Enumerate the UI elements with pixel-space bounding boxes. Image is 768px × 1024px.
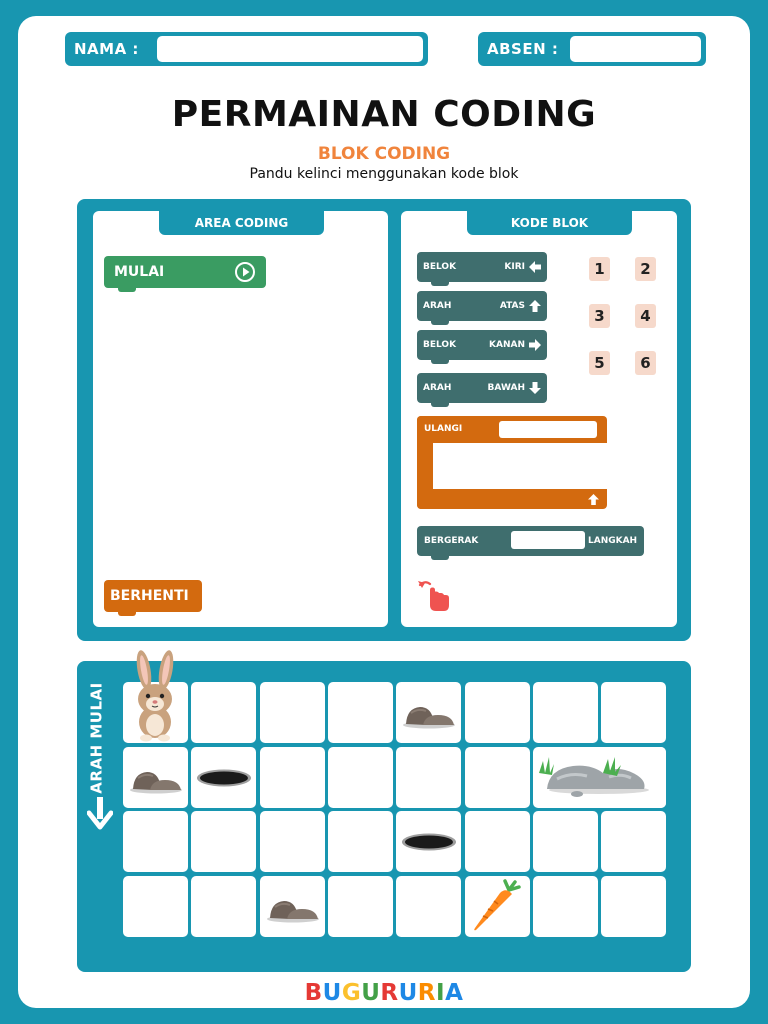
direction-down-text: ARAH <box>423 383 452 393</box>
name-field-box <box>65 32 428 66</box>
rocks-icon <box>123 747 188 808</box>
turn-left-dir: KIRI <box>504 262 525 272</box>
logo-letter: U <box>361 980 381 1006</box>
hand-pointer-icon <box>417 579 453 613</box>
number-tile-4: 4 <box>635 304 656 328</box>
start-block[interactable] <box>104 256 266 288</box>
start-block-label: MULAI <box>114 264 165 280</box>
logo-letter: A <box>445 980 464 1006</box>
grid-cell <box>123 811 188 872</box>
grid-cell <box>396 747 461 808</box>
stop-block[interactable] <box>104 580 202 612</box>
hole-icon <box>396 811 461 872</box>
absen-field-box <box>478 32 706 66</box>
logo-letter: I <box>436 980 446 1006</box>
grid-cell <box>396 876 461 937</box>
repeat-block[interactable] <box>417 416 607 509</box>
turn-left-text: BELOK <box>423 262 457 272</box>
play-icon <box>234 261 256 283</box>
grid-cell <box>328 747 393 808</box>
arrow-left-icon <box>529 261 541 273</box>
steps-label: LANGKAH <box>588 536 638 546</box>
start-direction-label: ARAH MULAI <box>88 682 106 794</box>
grid-cell <box>533 682 598 743</box>
code-blocks-card <box>401 211 677 627</box>
page-title: PERMAINAN CODING <box>171 94 597 135</box>
rabbit-icon <box>123 648 188 743</box>
grid-cell <box>465 747 530 808</box>
rocks-icon <box>396 682 461 743</box>
grid-cell <box>191 682 256 743</box>
coding-area-card <box>93 211 388 627</box>
arrow-up-icon <box>588 494 599 505</box>
page-subtitle: BLOK CODING <box>317 144 451 164</box>
grid-cell <box>601 811 666 872</box>
grid-cell <box>465 682 530 743</box>
logo-letter: G <box>341 980 362 1006</box>
repeat-count-input[interactable] <box>499 421 597 438</box>
buguruia-logo <box>0 980 768 1006</box>
logo-letter: U <box>322 980 342 1006</box>
name-label: NAMA : <box>74 40 139 58</box>
direction-up-dir: ATAS <box>499 301 525 311</box>
page-description: Pandu kelinci menggunakan kode blok <box>249 166 519 182</box>
logo-letter: U <box>398 980 418 1006</box>
steps-input[interactable] <box>511 531 585 549</box>
absen-label: ABSEN : <box>487 40 559 58</box>
direction-up-text: ARAH <box>423 301 452 311</box>
repeat-label: ULANGI <box>424 424 463 434</box>
grid-cell <box>260 747 325 808</box>
grid-cell <box>260 811 325 872</box>
grid-cell <box>328 682 393 743</box>
grid-cell <box>601 682 666 743</box>
stop-block-label: BERHENTI <box>110 588 189 604</box>
arrow-down-icon <box>529 382 541 394</box>
grid-cell <box>533 811 598 872</box>
move-block[interactable] <box>417 526 644 556</box>
name-input[interactable] <box>157 36 423 62</box>
hole-icon <box>191 747 256 808</box>
absen-input[interactable] <box>570 36 701 62</box>
rocks-icon <box>260 876 325 937</box>
coding-area-tab: AREA CODING <box>159 211 324 235</box>
code-blocks-tab: KODE BLOK <box>467 211 632 235</box>
turn-left-block[interactable] <box>417 252 547 282</box>
number-tile-2: 2 <box>635 257 656 281</box>
big-rock-icon <box>533 747 666 808</box>
carrot-icon <box>465 876 530 937</box>
grid-cell <box>328 811 393 872</box>
move-label: BERGERAK <box>424 536 479 546</box>
logo-letter: R <box>380 980 399 1006</box>
number-tile-6: 6 <box>635 351 656 375</box>
grid-cell <box>601 876 666 937</box>
grid-cell <box>191 876 256 937</box>
number-tile-5: 5 <box>589 351 610 375</box>
grid-cell <box>328 876 393 937</box>
coding-panel <box>77 199 691 641</box>
number-tile-1: 1 <box>589 257 610 281</box>
number-tile-3: 3 <box>589 304 610 328</box>
grid-cell <box>123 876 188 937</box>
direction-down-block[interactable] <box>417 373 547 403</box>
grid-cell <box>191 811 256 872</box>
logo-letter: B <box>304 980 323 1006</box>
grid-cell <box>465 811 530 872</box>
direction-down-dir: BAWAH <box>487 383 525 393</box>
turn-right-dir: KANAN <box>489 340 525 350</box>
grid-cell <box>533 876 598 937</box>
turn-right-block[interactable] <box>417 330 547 360</box>
turn-right-text: BELOK <box>423 340 457 350</box>
logo-letter: R <box>417 980 437 1006</box>
arrow-down-icon <box>87 797 113 831</box>
arrow-up-icon <box>529 300 541 312</box>
grid-cell <box>260 682 325 743</box>
direction-up-block[interactable] <box>417 291 547 321</box>
arrow-right-icon <box>529 339 541 351</box>
